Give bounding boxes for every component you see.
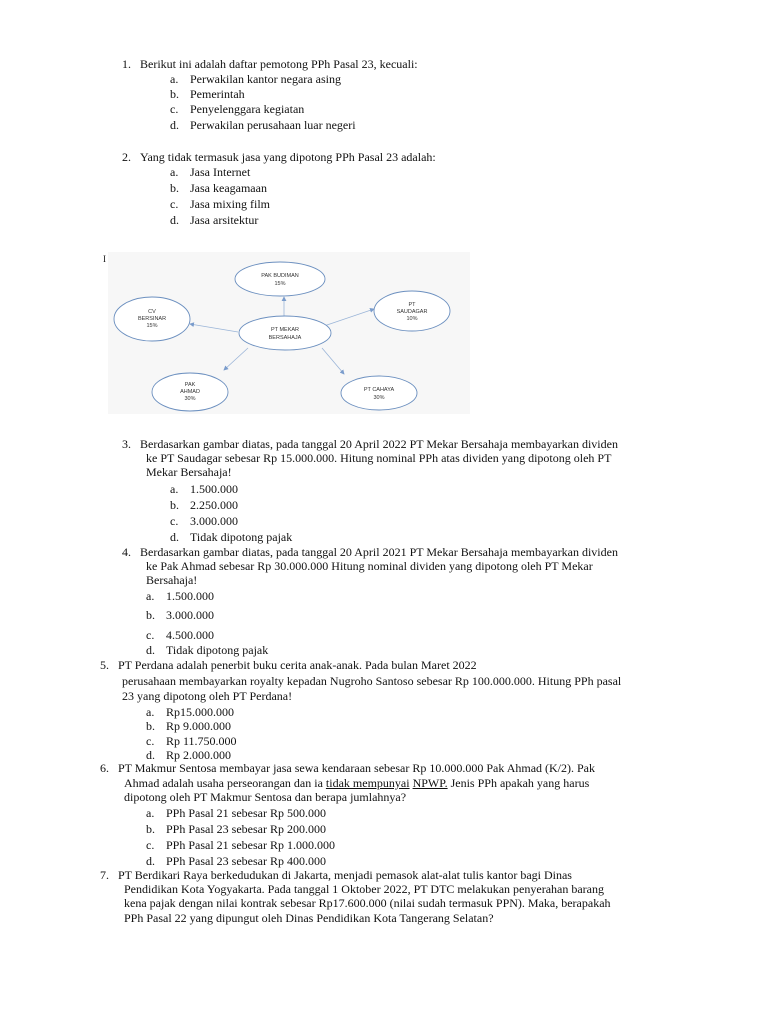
option-a: a. Jasa Internet (170, 165, 251, 179)
question-text-line: ke Pak Ahmad sebesar Rp 30.000.000 Hitung nominal dividen yang dipotong oleh PT Mekar (146, 559, 593, 573)
option-d: d. Rp 2.000.000 (146, 748, 232, 762)
question-1 (122, 57, 418, 71)
option-b: b. PPh Pasal 23 sebesar Rp 200.000 (146, 822, 326, 836)
question-3 (122, 437, 618, 451)
question-number: 5. (100, 658, 109, 672)
question-number: 1. (122, 57, 131, 71)
question-text: Berdasarkan gambar diatas, pada tanggal 20 April 2022 PT Mekar Bersahaja membayarkan dividen (140, 437, 618, 451)
question-number: 4. (122, 545, 131, 559)
underlined-text: tidak mempunyai (325, 776, 410, 790)
question-6 (100, 761, 595, 775)
node-label: AHMAD (180, 389, 200, 395)
question-text-line: ke PT Saudagar sebesar Rp 15.000.000. Hitung nominal PPh atas dividen yang dipotong oleh PT (146, 451, 612, 465)
option-c: c. 3.000.000 (170, 514, 238, 528)
option-d: d. Jasa arsitektur (170, 213, 259, 227)
node-label: PT (408, 302, 416, 308)
option-b: b. Jasa keagamaan (170, 181, 267, 195)
question-7 (100, 868, 572, 882)
node-label: PAK BUDIMAN (261, 273, 299, 279)
question-text-line: Bersahaja! (146, 573, 198, 587)
node-label: CV (148, 309, 156, 315)
option-c: c. Penyelenggara kegiatan (170, 102, 305, 116)
option-b: b. 2.250.000 (170, 498, 238, 512)
option-a: a. 1.500.000 (170, 482, 238, 496)
question-4 (122, 545, 618, 559)
option-c: c. PPh Pasal 21 sebesar Rp 1.000.000 (146, 838, 335, 852)
option-b: b. Pemerintah (170, 87, 245, 101)
center-label-2: BERSAHAJA (268, 335, 302, 341)
option-b: b. 3.000.000 (146, 608, 214, 622)
node-pt-mekar-bersahaja (239, 316, 331, 350)
option-d: d. PPh Pasal 23 sebesar Rp 400.000 (146, 854, 326, 868)
option-c: c. Jasa mixing film (170, 197, 270, 211)
question-text: Berdasarkan gambar diatas, pada tanggal 20 April 2021 PT Mekar Bersahaja membayarkan dividen (140, 545, 618, 559)
question-text-line: 23 yang dipotong oleh PT Perdana! (122, 689, 293, 703)
arrow-to-cv-bersinar (190, 324, 238, 332)
node-label: SAUDAGAR (396, 309, 428, 315)
node-label: PAK (184, 382, 196, 388)
option-a: a. Perwakilan kantor negara asing (170, 72, 341, 86)
ownership-diagram-svg (108, 252, 470, 414)
option-a: a. PPh Pasal 21 sebesar Rp 500.000 (146, 806, 326, 820)
arrow-to-pt-cahaya (322, 348, 344, 374)
node-pt-cahaya (341, 376, 417, 410)
option-b: b. Rp 9.000.000 (146, 719, 232, 733)
question-text: PT Perdana adalah penerbit buku cerita anak-anak. Pada bulan Maret 2022 (118, 658, 477, 672)
question-number: 2. (122, 150, 131, 164)
question-number: 3. (122, 437, 131, 451)
node-pak-budiman (235, 262, 325, 296)
question-text: Yang tidak termasuk jasa yang dipotong PPh Pasal 23 adalah: (140, 150, 436, 164)
question-text: PT Berdikari Raya berkedudukan di Jakarta, menjadi pemasok alat-alat tulis kantor bagi Dinas (118, 868, 572, 882)
question-text-line: dipotong oleh PT Makmur Sentosa dan berapa jumlahnya? (124, 790, 407, 804)
question-text-line: kena pajak dengan nilai kontrak sebesar Rp17.600.000 (nilai sudah termasuk PPN). Maka, berapakah (124, 896, 611, 910)
question-2 (122, 150, 436, 164)
node-label: BERSINAR (137, 316, 167, 322)
question-text-line: perusahaan membayarkan royalty kepadan Nugroho Santoso sebesar Rp 100.000.000. Hitung PPh pasal (122, 674, 622, 688)
question-text-line: PPh Pasal 22 yang dipungut oleh Dinas Pendidikan Kota Tangerang Selatan? (124, 911, 494, 925)
node-label: PT CAHAYA (363, 387, 395, 393)
option-c: c. 4.500.000 (146, 628, 214, 642)
question-text: PT Makmur Sentosa membayar jasa sewa kendaraan sebesar Rp 10.000.000 Pak Ahmad (K/2). Pak (118, 761, 596, 775)
option-d: d. Tidak dipotong pajak (170, 530, 293, 544)
node-label: 30% (373, 395, 385, 401)
option-a: a. Rp15.000.000 (146, 705, 235, 719)
ownership-diagram (108, 252, 470, 414)
option-d: d. Tidak dipotong pajak (146, 643, 269, 657)
question-number: 7. (100, 868, 109, 882)
question-number: 6. (100, 761, 109, 775)
option-a: a. 1.500.000 (146, 589, 214, 603)
arrow-to-pt-saudagar (324, 309, 374, 326)
node-label: 30% (184, 396, 196, 402)
option-d: d. Perwakilan perusahaan luar negeri (170, 118, 356, 132)
underlined-text: NPWP. (412, 776, 448, 790)
option-c: c. Rp 11.750.000 (146, 734, 237, 748)
question-text-line: Ahmad adalah usaha perseorangan dan ia tidak mempunyai NPWP. Jenis PPh apakah yang harus (124, 776, 590, 790)
question-text: Berikut ini adalah daftar pemotong PPh Pasal 23, kecuali: (140, 57, 418, 71)
node-label: 15% (146, 323, 158, 329)
node-label: 10% (406, 316, 418, 322)
diagram-marker: I (103, 254, 106, 264)
arrow-to-pak-ahmad (224, 348, 248, 370)
question-5 (100, 658, 477, 672)
center-label-1: PT MEKAR (270, 327, 300, 333)
node-label: 15% (274, 281, 286, 287)
question-text-line: Mekar Bersahaja! (146, 465, 232, 479)
question-text-line: Pendidikan Kota Yogyakarta. Pada tanggal 1 Oktober 2022, PT DTC melakukan penyerahan barang (124, 882, 604, 896)
